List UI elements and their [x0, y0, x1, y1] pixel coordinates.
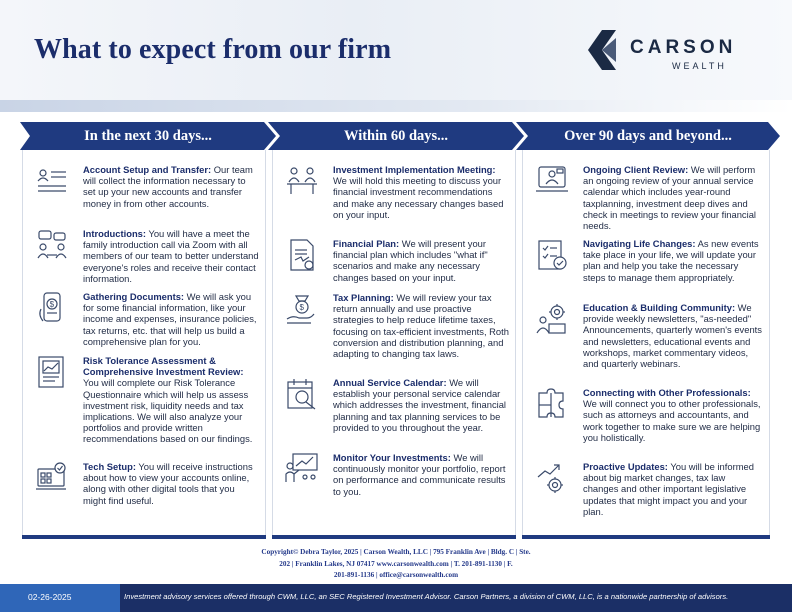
- item-title: Risk Tolerance Assessment & Comprehensive Investment Review:: [83, 355, 244, 378]
- logo-sub: WEALTH: [672, 61, 727, 71]
- copyright-line-3: 201-891-1136 | office@carsonwealth.com: [333, 571, 459, 579]
- column-heading-30-days: [20, 122, 276, 150]
- item-body: We will hold this meeting to discuss your financial investment recommendations and make any necessary changes based on your input.: [333, 175, 504, 220]
- copyright-line-1: Copyright© Debra Taylor, 2025 | Carson Wealth, LLC | 795 Franklin Ave | Bldg. C | Ste.: [261, 548, 531, 556]
- column-60-days: [272, 150, 516, 538]
- carson-logo-mark-icon: [588, 30, 616, 70]
- item-title: Annual Service Calendar:: [333, 377, 447, 388]
- item-title: Investment Implementation Meeting:: [333, 164, 496, 175]
- column-underline: [272, 535, 516, 539]
- puzzle-icon: [535, 387, 569, 421]
- item-body: We will perform an ongoing review of your annual service calendar which includes year-round taxplanning, investment deep dives and check in meetings to review your financial needs.: [583, 164, 756, 232]
- item-body: Our team will collect the information necessary to set up your new accounts and transfer money in from other accounts.: [83, 164, 253, 209]
- svg-text:$: $: [49, 300, 55, 309]
- carson-wealth-logo: [588, 30, 758, 74]
- item-text: [333, 452, 509, 497]
- item-text: [333, 238, 509, 283]
- item-text: [333, 292, 509, 359]
- laptop-check-icon: [35, 461, 69, 495]
- growth-gear-icon: [535, 461, 569, 495]
- item-text: [583, 302, 763, 369]
- item-body: You will be informed about big market changes, tax law changes and other important legislative updates that might impact you and your plan.: [583, 461, 754, 517]
- item-title: Monitor Your Investments:: [333, 452, 451, 463]
- item-body: We provide weekly newsletters, "as-needed" Announcements, quarterly women's events and newsletters, educational events and workshops, market commentary videos, and quarterly webinars.: [583, 302, 762, 370]
- risk-chart-icon: [35, 355, 69, 389]
- header-divider: [0, 100, 792, 112]
- item-text: [83, 291, 259, 347]
- item-body: We will connect you to other professionals, such as attorneys and accountants, and work together to make sure we are helping you holistically.: [583, 398, 761, 443]
- item-text: [333, 164, 509, 220]
- column-heading-60-days: [268, 122, 524, 150]
- item-text: [583, 238, 763, 283]
- item-title: Proactive Updates:: [583, 461, 668, 472]
- item-title: Education & Building Community:: [583, 302, 736, 313]
- financial-plan-icon: [285, 238, 319, 272]
- calendar-magnifier-icon: [285, 377, 319, 411]
- logo-name: CARSON: [630, 37, 737, 58]
- item-text: [83, 164, 259, 209]
- column-heading-label: Within 60 days...: [343, 128, 449, 144]
- column-heading-label: In the next 30 days...: [84, 128, 212, 144]
- footer-date: 02-26-2025: [28, 592, 72, 602]
- checklist-icon: [535, 238, 569, 272]
- hand-money-icon: [285, 292, 319, 326]
- item-body: You will complete our Risk Tolerance Questionnaire which will help us assess investment risk, liquidity needs and tax implications. We will also analyze your portfolios and provide written recommendations based on our findings.: [83, 377, 253, 445]
- item-title: Introductions:: [83, 228, 147, 239]
- item-title: Account Setup and Transfer:: [83, 164, 212, 175]
- item-body: We will ask you for some financial information, like your income and expenses, insurance policies, tax returns, etc. that will help us build a comprehensive plan for you.: [83, 291, 257, 347]
- item-title: Tech Setup:: [83, 461, 136, 472]
- item-title: Financial Plan:: [333, 238, 400, 249]
- item-text: [583, 164, 763, 231]
- copyright-line-2: 202 | Franklin Lakes, NJ 07417 www.carsonwealth.com | T. 201-891-1130 | F.: [279, 559, 513, 568]
- column-30-days: [22, 150, 266, 538]
- column-heading-90-days: [516, 122, 780, 150]
- column-heading-label: Over 90 days and beyond...: [564, 128, 732, 144]
- meeting-icon: [35, 228, 69, 262]
- item-text: [83, 461, 259, 506]
- column-underline: [522, 535, 770, 539]
- item-title: Navigating Life Changes:: [583, 238, 696, 249]
- item-title: Ongoing Client Review:: [583, 164, 689, 175]
- item-body: You will receive instructions about how to view your accounts online, along with other digital tools that you might find useful.: [83, 461, 253, 506]
- copyright-notice: [196, 547, 596, 582]
- item-title: Tax Planning:: [333, 292, 394, 303]
- item-body: We will review your tax return annually and use proactive strategies to help reduce lifetime taxes, focusing on tax-efficient investments, Roth conversion and distribution planning, and adapting to changing tax laws.: [333, 292, 509, 360]
- item-body: You will have a meet the family introduction call via Zoom with all members of our team to better understand everyone's roles and receive their contact information.: [83, 228, 259, 284]
- presentation-icon: [285, 452, 319, 486]
- item-text: [333, 377, 509, 433]
- footer-disclaimer: Investment advisory services offered through CWM, LLC, an SEC Registered Investment Advisor. Carson Partners, a division of CWM, LLC, is a nationwide partnership of advisors.: [124, 592, 729, 601]
- documents-phone-icon: [35, 291, 69, 325]
- person-gear-icon: [535, 302, 569, 336]
- video-call-icon: [535, 164, 569, 198]
- item-text: [583, 387, 763, 443]
- item-body: As new events take place in your life, we will update your plan and help you take the necessary steps to manage them appropriately.: [583, 238, 759, 283]
- account-form-icon: [35, 164, 69, 198]
- item-text: [83, 355, 259, 445]
- item-title: Connecting with Other Professionals:: [583, 387, 751, 398]
- item-text: [83, 228, 259, 284]
- people-table-icon: [285, 164, 319, 198]
- item-body: We will establish your personal service calendar which addresses the investment, financial planning and tax planning services to be provided to you throughout the year.: [333, 377, 507, 433]
- item-body: We will present your financial plan which includes "what if" scenarios and make any necessary changes based on your input.: [333, 238, 488, 283]
- column-90-days: [522, 150, 770, 538]
- item-body: We will continuously monitor your portfolio, report on performance and communicate results to you.: [333, 452, 506, 497]
- svg-text:$: $: [299, 303, 304, 312]
- item-title: Gathering Documents:: [83, 291, 185, 302]
- column-underline: [22, 535, 266, 539]
- item-text: [583, 461, 763, 517]
- page-title: What to expect from our firm: [34, 34, 392, 65]
